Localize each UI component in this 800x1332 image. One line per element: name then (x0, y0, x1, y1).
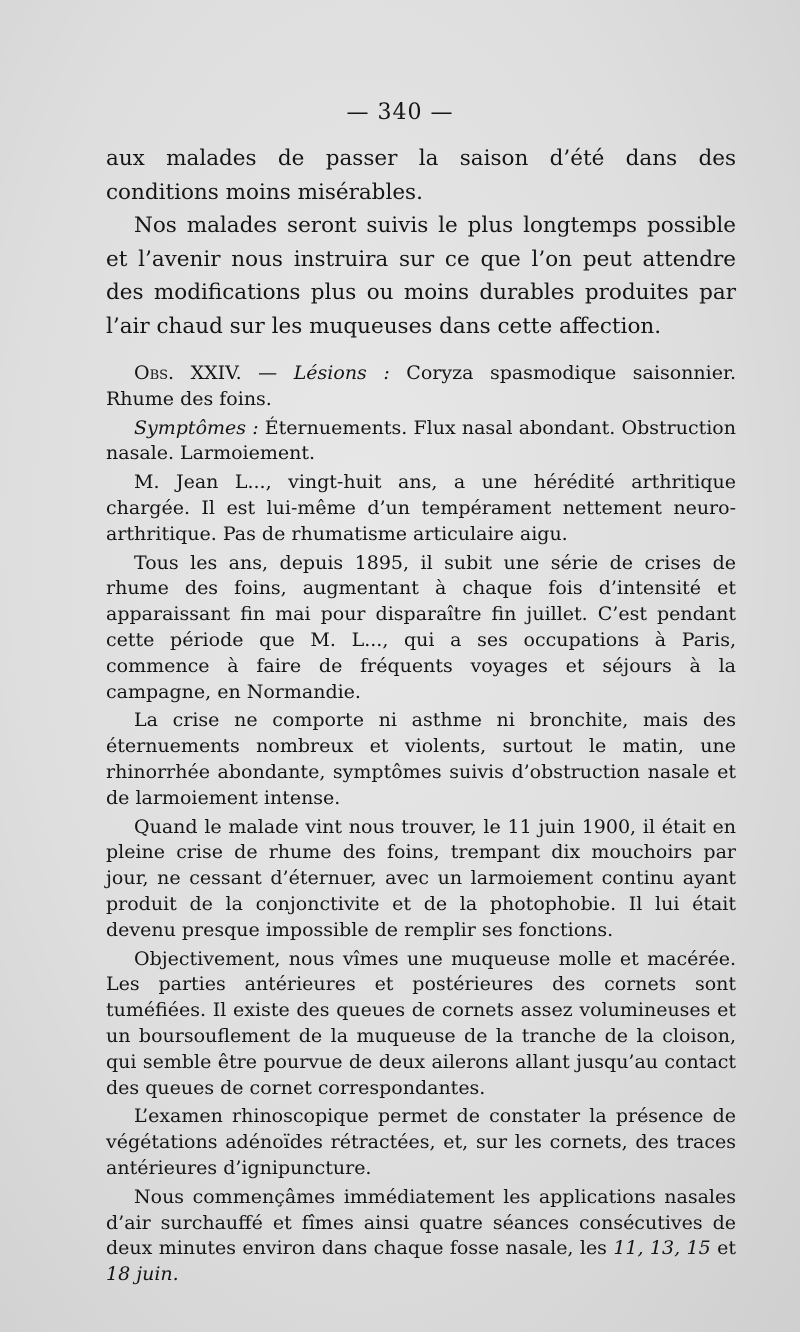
treatment-final-date: 18 juin. (106, 1263, 179, 1286)
observation-paragraph-2: Tous les ans, depuis 1895, il subit une série de crises de rhume des foins, augmentant à chaque fois d’intensité et apparaissant fin mai pour disparaître fin juillet. C’est pendant cette période que M. L..., qui a ses occupations à Paris, commence à faire de fréquents voyages et séjours à la campagne, en Normandie. (106, 551, 736, 703)
observation-header (106, 361, 736, 413)
symptoms-line (106, 416, 736, 468)
intro-paragraph-1: aux malades de passer la saison d’été dans des conditions moins misérables. (106, 146, 736, 205)
page-text (106, 142, 736, 1291)
treatment-and: et (710, 1237, 736, 1260)
treatment-dates: 11, 13, 15 (613, 1237, 711, 1260)
observation-label: Obs. XXIV. (134, 362, 242, 384)
observation-paragraph-1: M. Jean L..., vingt-huit ans, a une hérédité arthritique chargée. Il est lui-même d’un tempérament nettement neuro-arthritique. Pas de rhumatisme articulaire aigu. (106, 471, 736, 545)
intro-section (106, 142, 736, 343)
treatment-text: Nous commençâmes immédiatement les applications nasales d’air surchauffé et fîmes ainsi quatre séances consécutives de deux minutes environ dans chaque fosse nasale, les (106, 1185, 736, 1260)
observation-paragraph-7 (106, 1185, 736, 1288)
lesions-label: Lésions : (293, 362, 390, 384)
observation-section (106, 361, 736, 1288)
observation-paragraph-5: Objectivement, nous vîmes une muqueuse molle et macérée. Les parties antérieures et postérieures des cornets sont tuméfiées. Il existe des queues de cornets assez volumineuses et un boursouflement de la muqueuse de la tranche de la cloison, qui semble être pourvue de deux ailerons allant jusqu’au contact des queues de cornet correspondantes. (106, 947, 736, 1099)
symptoms-label: Symptômes : (134, 416, 259, 439)
intro-paragraph-2: Nos malades seront suivis le plus longtemps possible et l’avenir nous instruira sur ce que l’on peut attendre des modifications plus ou moins durables produites par l’air chaud sur les muqueuses dans cette affection. (106, 213, 736, 339)
observation-paragraph-6: L’examen rhinoscopique permet de constater la présence de végétations adénoïdes rétractées, et, sur les cornets, des traces antérieures d’ignipuncture. (106, 1105, 736, 1179)
observation-dash: — (241, 362, 294, 384)
observation-paragraph-3: La crise ne comporte ni asthme ni bronchite, mais des éternuements nombreux et violents, surtout le matin, une rhinorrhée abondante, symptômes suivis d’obstruction nasale et de larmoiement intense. (106, 709, 736, 809)
page-number: — 340 — (346, 100, 454, 125)
lesions-text: Coryza spasmodique saisonnier. Rhume des foins. (106, 362, 736, 410)
symptoms-text: Éternuements. Flux nasal abondant. Obstruction nasale. Larmoiement. (106, 416, 736, 465)
observation-paragraph-4: Quand le malade vint nous trouver, le 11 juin 1900, il était en pleine crise de rhume des foins, trempant dix mouchoirs par jour, ne cessant d’éternuer, avec un larmoiement continu ayant produit de la conjonctivite et de la photophobie. Il lui était devenu presque impossible de remplir ses fonctions. (106, 815, 736, 941)
